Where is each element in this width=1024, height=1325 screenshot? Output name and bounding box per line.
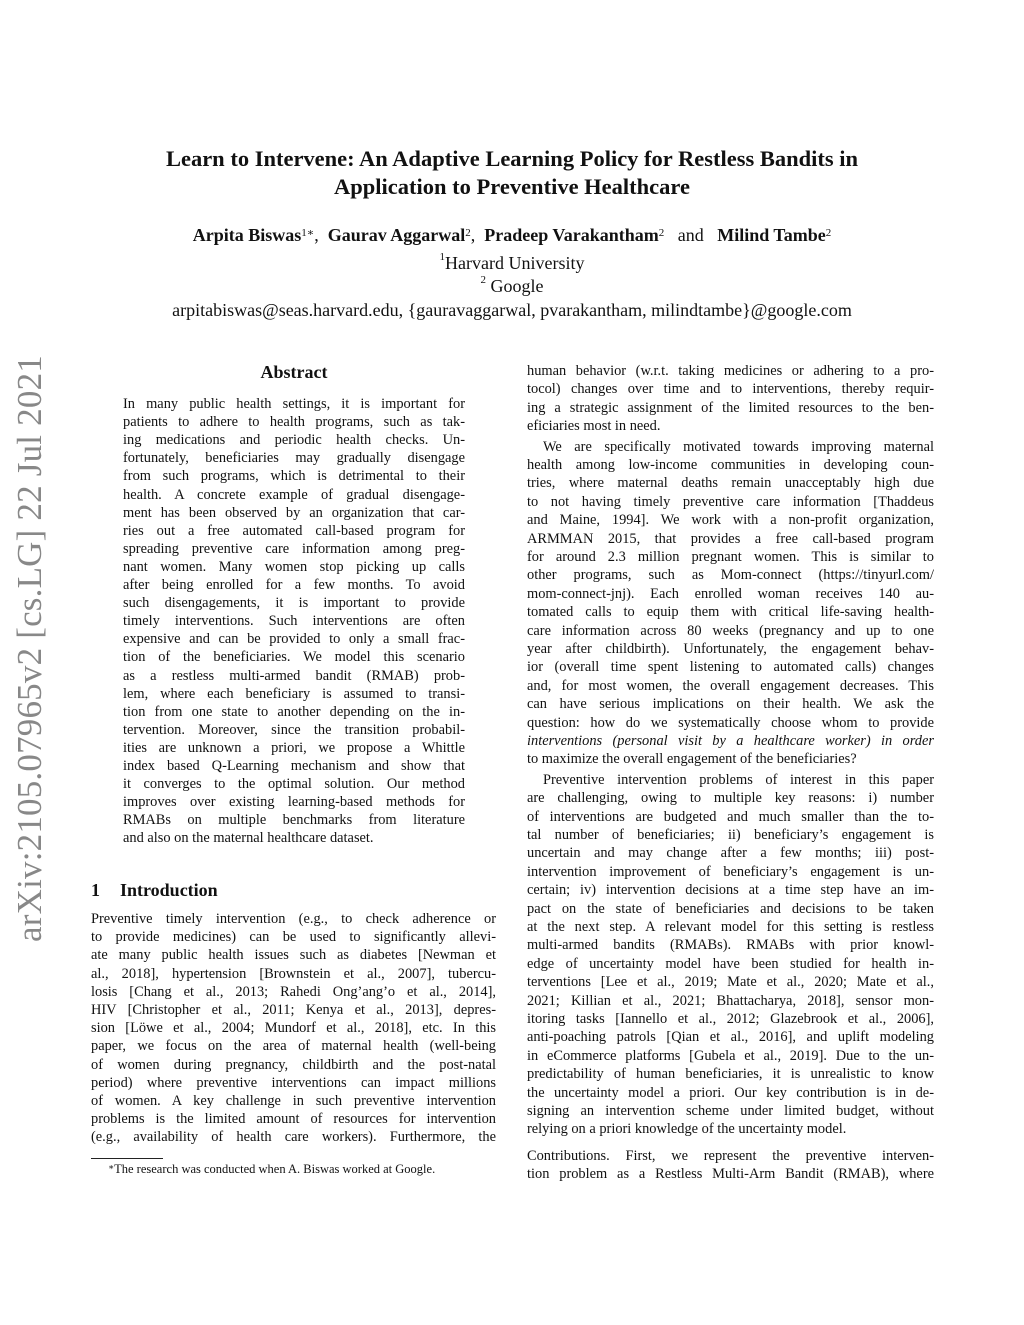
- author-name: Arpita Biswas: [192, 225, 302, 245]
- text-line: other programs, such as Mom-connect (https://tinyurl.com/: [527, 567, 934, 584]
- text-line: tion problem as a Restless Multi-Arm Bandit (RMAB), where: [527, 1166, 934, 1183]
- text-line: ior (overall time spent listening to automated calls) changes: [527, 659, 934, 676]
- text-line: losis [Chang et al., 2013; Rahedi Ong’ang’o et al., 2014],: [91, 983, 496, 1000]
- text-line: human behavior (w.r.t. taking medicines or adhering to a pro-: [527, 363, 934, 379]
- text-line: al., 2018], hypertension [Brownstein et al., 2007], tubercu-: [91, 965, 496, 982]
- text-line: index based Q-Learning mechanism and show that: [123, 758, 465, 774]
- text-line: health. A concrete example of gradual disengage-: [123, 486, 465, 503]
- text-line: ing a strategic assignment of the limited resources to the ben-: [527, 399, 934, 416]
- text-line: interventions (personal visit by a healthcare worker) in order: [527, 733, 934, 749]
- text-line: of interventions are budgeted and much smaller than the to-: [527, 808, 934, 825]
- author-name: Gaurav Aggarwal: [327, 225, 466, 245]
- arxiv-identifier: arXiv:2105.07965v2 [cs.LG] 22 Jul 2021: [10, 355, 49, 942]
- text-line: eficiaries most in need.: [527, 418, 661, 435]
- footnote-mark: ∗: [108, 1162, 115, 1172]
- footnote-text: The research was conducted when A. Biswas worked at Google.: [114, 1162, 436, 1176]
- text-line: uncertain and may change after a few months; iii) post-: [527, 845, 934, 862]
- author-affiliation-mark: 2: [658, 227, 665, 239]
- text-line: year after childbirth). Unfortunately, the engagement behav-: [527, 641, 934, 657]
- text-line: tocol) changes over time and to interventions, thereby requir-: [527, 381, 934, 398]
- text-line: tion from one state to another depending on the in-: [123, 703, 465, 720]
- affiliation-name: Harvard University: [445, 253, 585, 273]
- affiliation-mark: 1: [439, 251, 446, 263]
- text-line: lem, where each beneficiary is assumed to transi-: [123, 685, 465, 702]
- text-line: RMABs on multiple benchmarks from literature: [123, 812, 465, 829]
- text-line: are challenging, owing to multiple key reasons: i) number: [527, 790, 934, 807]
- text-line: pact on the state of beneficiaries and decisions to be taken: [527, 900, 934, 917]
- text-line: expensive and can be provided to only a small frac-: [123, 631, 465, 648]
- text-line: care information across 80 weeks (pregnancy and up to one: [527, 622, 934, 639]
- author-name: Milind Tambe: [717, 225, 826, 245]
- paper-title: [80, 145, 944, 201]
- text-line: multi-armed bandits (RMABs). RMABs with prior knowl-: [527, 937, 934, 954]
- author-list: [80, 222, 944, 248]
- text-line: after being enrolled for a few months. To avoid: [123, 577, 465, 593]
- text-line: timely interventions. Such interventions are often: [123, 613, 465, 630]
- text-line: ries out a free automated call-based program for: [123, 522, 465, 539]
- text-line: of women during pregnancy, childbirth and the post-natal: [91, 1056, 496, 1073]
- text-line: and also on the maternal healthcare dataset.: [123, 830, 374, 847]
- text-line: to maximize the overall engagement of the beneficiaries?: [527, 751, 857, 768]
- text-line: improves over existing learning-based methods for: [123, 794, 465, 811]
- text-line: fortunately, beneficiaries may gradually disengage: [123, 450, 465, 467]
- text-line: ARMMAN 2015, that provides a free call-based program: [527, 530, 934, 547]
- affiliation-name: Google: [490, 276, 544, 296]
- text-line: as a restless multi-armed bandit (RMAB) prob-: [123, 667, 465, 684]
- section-number: 1: [91, 880, 100, 900]
- text-line: question: how do we systematically choose whom to provide: [527, 714, 934, 731]
- text-line: nant women. Many women stop picking up calls: [123, 558, 465, 575]
- text-line: 2021; Killian et al., 2021; Bhattacharya, 2018], sensor mon-: [527, 992, 934, 1009]
- text-line: We are specifically motivated towards improving maternal: [543, 438, 934, 455]
- text-line: of women. A key challenge in such preventive intervention: [91, 1093, 496, 1109]
- text-line: ate many public health issues such as diabetes [Newman et: [91, 947, 496, 964]
- text-line: certain; iv) intervention decisions at a time step have an im-: [527, 882, 934, 899]
- author-emails: arpitabiswas@seas.harvard.edu, {gauravaggarwal, pvarakantham, milindtambe}@google.com: [172, 300, 852, 320]
- text-line: anti-poaching patrols [Qian et al., 2016], and uplift modeling: [527, 1029, 934, 1046]
- text-line: itoring tasks [Iannello et al., 2012; Glazebrook et al., 2006],: [527, 1011, 934, 1027]
- footnote-rule: [91, 1158, 163, 1159]
- text-line: it converges to the optimal solution. Our method: [123, 776, 465, 793]
- text-line: In many public health settings, it is important for: [123, 396, 465, 412]
- text-line: Contributions. First, we represent the preventive interven-: [527, 1147, 934, 1164]
- text-line: signing an intervention scheme under limited budget, without: [527, 1103, 934, 1119]
- text-line: such disengagements, it is important to provide: [123, 595, 465, 612]
- text-line: tal number of beneficiaries; ii) beneficiary’s engagement is: [527, 827, 934, 843]
- text-line: relying on a priori knowledge of the uncertainty model.: [527, 1121, 847, 1138]
- text-line: for around 2.3 million pregnant women. This is similar to: [527, 549, 934, 565]
- text-line: sion [Löwe et al., 2004; Mundorf et al., 2018], etc. In this: [91, 1020, 496, 1037]
- text-line: to provide medicines) can be used to significantly allevi-: [91, 929, 496, 946]
- text-line: tion of the beneficiaries. We model this scenario: [123, 649, 465, 666]
- text-line: Preventive timely intervention (e.g., to check adherence or: [91, 911, 496, 927]
- text-line: intervention improvement of beneficiary’s engagement is un-: [527, 863, 934, 880]
- affiliation-2: [80, 276, 944, 297]
- title-line-2: Application to Preventive Healthcare: [334, 174, 690, 199]
- author-separator: ,: [314, 225, 319, 245]
- author-affiliation-mark: 1∗: [301, 227, 315, 239]
- abstract-heading: Abstract: [260, 362, 328, 382]
- text-line: patients to adhere to health programs, such as tak-: [123, 414, 465, 431]
- text-line: mom-connect-jnj). Each enrolled woman receives 140 au-: [527, 585, 934, 602]
- text-line: Preventive intervention problems of interest in this paper: [543, 771, 934, 788]
- text-line: terventions [Lee et al., 2019; Mate et al., 2020; Mate et al.,: [527, 974, 934, 991]
- affiliation-mark: 2: [480, 274, 486, 286]
- text-line: tervention. Moreover, since the transition probabil-: [123, 721, 465, 738]
- text-line: spreading preventive care information among preg-: [123, 540, 465, 557]
- section-heading: [91, 880, 218, 901]
- text-line: predictability of human beneficiaries, it is unrealistic to know: [527, 1066, 934, 1083]
- text-line: tries, where maternal deaths remain unacceptably high due: [527, 475, 934, 492]
- text-line: HIV [Christopher et al., 2011; Kenya et al., 2013], depres-: [91, 1002, 496, 1018]
- text-line: edge of uncertainty model have been studied for health in-: [527, 955, 934, 972]
- text-line: paper, we focus on the area of maternal health (well-being: [91, 1038, 496, 1055]
- text-line: to not having timely preventive care information [Thaddeus: [527, 493, 934, 510]
- author-name: Pradeep Varakantham: [484, 225, 659, 245]
- author-affiliation-mark: 2: [465, 227, 471, 239]
- text-line: ment has been observed by an organization that car-: [123, 504, 465, 521]
- author-conjunction: and: [677, 225, 704, 245]
- text-line: at the next step. A relevant model for this setting is restless: [527, 919, 934, 935]
- text-line: ities are unknown a priori, we propose a Whittle: [123, 739, 465, 756]
- text-line: tomated calls to equip them with critical life-saving health-: [527, 604, 934, 621]
- author-affiliation-mark: 2: [825, 227, 832, 239]
- text-line: health among low-income communities in developing coun-: [527, 457, 934, 473]
- text-line: and Maine, 1994]. We work with a non-profit organization,: [527, 512, 934, 529]
- text-line: can have serious implications on their health. We ask the: [527, 696, 934, 713]
- text-line: ing medications and periodic health checks. Un-: [123, 432, 465, 449]
- text-line: the uncertainty model a priori. Our key contribution is in de-: [527, 1084, 934, 1101]
- text-line: from such programs, which is detrimental to their: [123, 468, 465, 485]
- title-line-1: Learn to Intervene: An Adaptive Learning Policy for Restless Bandits in: [165, 146, 859, 171]
- author-separator: ,: [470, 225, 476, 245]
- text-line: in eCommerce platforms [Gubela et al., 2019]. Due to the un-: [527, 1047, 934, 1064]
- text-line: problems is the limited amount of resources for intervention: [91, 1111, 496, 1128]
- affiliation-1: [80, 253, 944, 274]
- footnote: [108, 1162, 435, 1177]
- text-line: (e.g., availability of health care workers). Furthermore, the: [91, 1129, 496, 1146]
- section-title: Introduction: [120, 880, 218, 900]
- text-line: and, for most women, the overall engagement decreases. This: [527, 677, 934, 694]
- text-line: period) where preventive interventions can impact millions: [91, 1074, 496, 1091]
